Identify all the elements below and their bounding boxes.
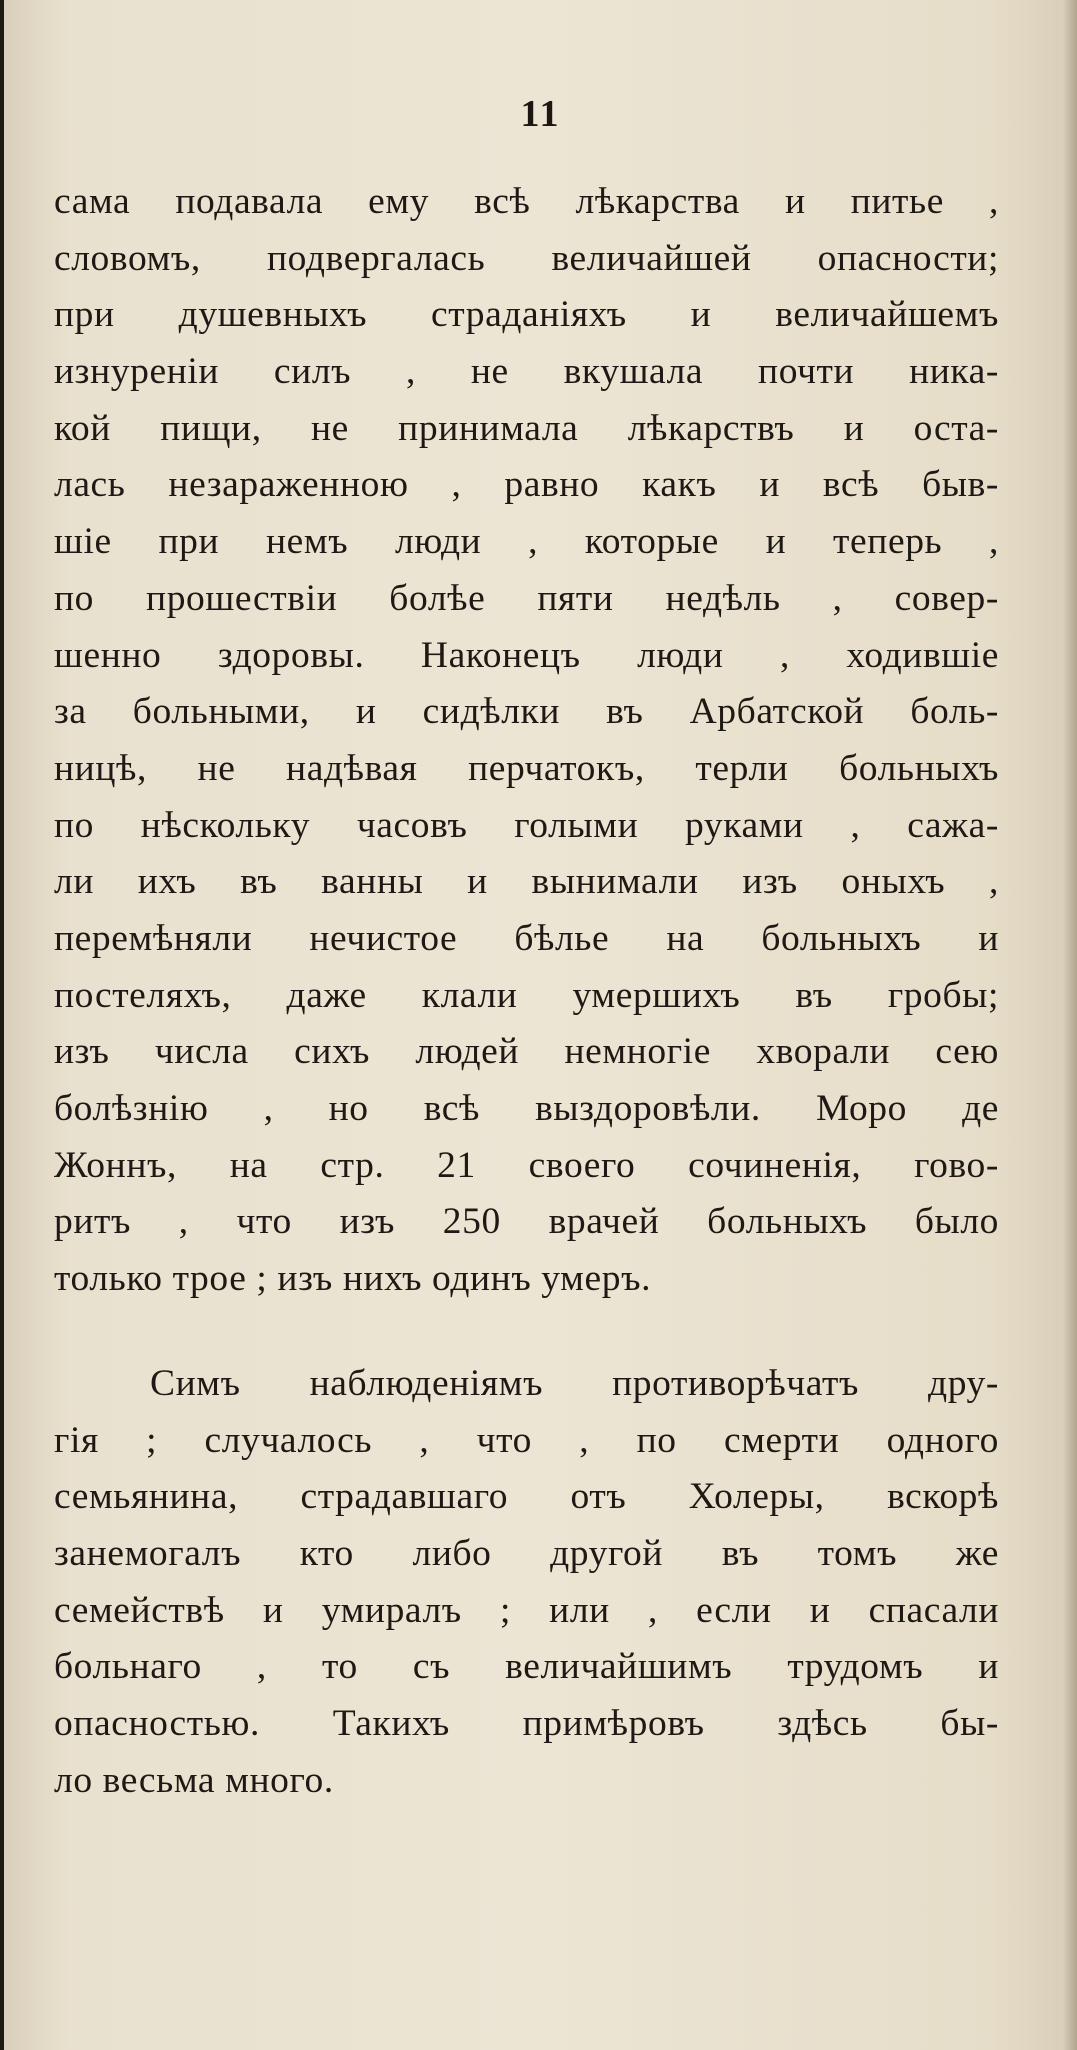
text-line: шіе при немъ люди , которые и теперь ,: [54, 521, 999, 563]
text-line: гія ; случалось , что , по смерти одного: [54, 1419, 999, 1461]
text-line: болѣзнію , но всѣ выздоровѣли. Моро де: [54, 1088, 999, 1129]
text-line: кой пищи, не принимала лѣкарствъ и оста-: [54, 407, 999, 449]
text-line: сама подавала ему всѣ лѣкарства и питье ,: [54, 181, 999, 222]
text-line: ли ихъ въ ванны и вынимали изъ оныхъ ,: [54, 861, 999, 903]
text-line: по прошествіи болѣе пяти недѣль , совер-: [54, 577, 999, 619]
text-line: Жоннъ, на стр. 21 своего сочиненія, гово-: [54, 1144, 999, 1186]
page-edge-shadow: [1063, 0, 1077, 2050]
text-line: изъ числа сихъ людей немногіе хворали сею: [54, 1031, 999, 1073]
text-line: Симъ наблюденіямъ противорѣчатъ дру-: [150, 1363, 999, 1404]
text-line: по нѣскольку часовъ голыми руками , сажа-: [54, 804, 999, 846]
text-line: больнаго , то съ величайшимъ трудомъ и: [54, 1646, 999, 1688]
text-line: ло весьма много.: [54, 1759, 334, 1801]
book-page: [4, 0, 1077, 2050]
text-line: ритъ , что изъ 250 врачей больныхъ было: [54, 1201, 999, 1243]
text-line: за больными, и сидѣлки въ Арбатской боль-: [54, 691, 999, 733]
text-line: опасностью. Такихъ примѣровъ здѣсь бы-: [54, 1703, 999, 1745]
text-line: только трое ; изъ нихъ одинъ умеръ.: [54, 1258, 652, 1300]
text-line: занемогалъ кто либо другой въ томъ же: [54, 1533, 999, 1575]
paragraph-1: [54, 174, 999, 1308]
text-line: лась незараженною , равно какъ и всѣ быв-: [54, 464, 999, 506]
text-line: шенно здоровы. Наконецъ люди , ходившіе: [54, 634, 999, 676]
text-line: семьянина, страдавшаго отъ Холеры, вскорѣ: [54, 1476, 999, 1518]
text-line: перемѣняли нечистое бѣлье на больныхъ и: [54, 917, 999, 959]
paragraph-2: [54, 1356, 999, 1810]
text-line: при душевныхъ страданіяхъ и величайшемъ: [54, 294, 999, 336]
page-number: 11: [520, 93, 561, 135]
text-line: семействѣ и умиралъ ; или , если и спасали: [54, 1589, 999, 1631]
text-line: изнуреніи силъ , не вкушала почти ника-: [54, 351, 999, 393]
text-line: ницѣ, не надѣвая перчатокъ, терли больныхъ: [54, 747, 999, 789]
text-line: постеляхъ, даже клали умершихъ въ гробы;: [54, 974, 999, 1016]
text-line: словомъ, подвергалась величайшей опасности;: [54, 237, 999, 279]
